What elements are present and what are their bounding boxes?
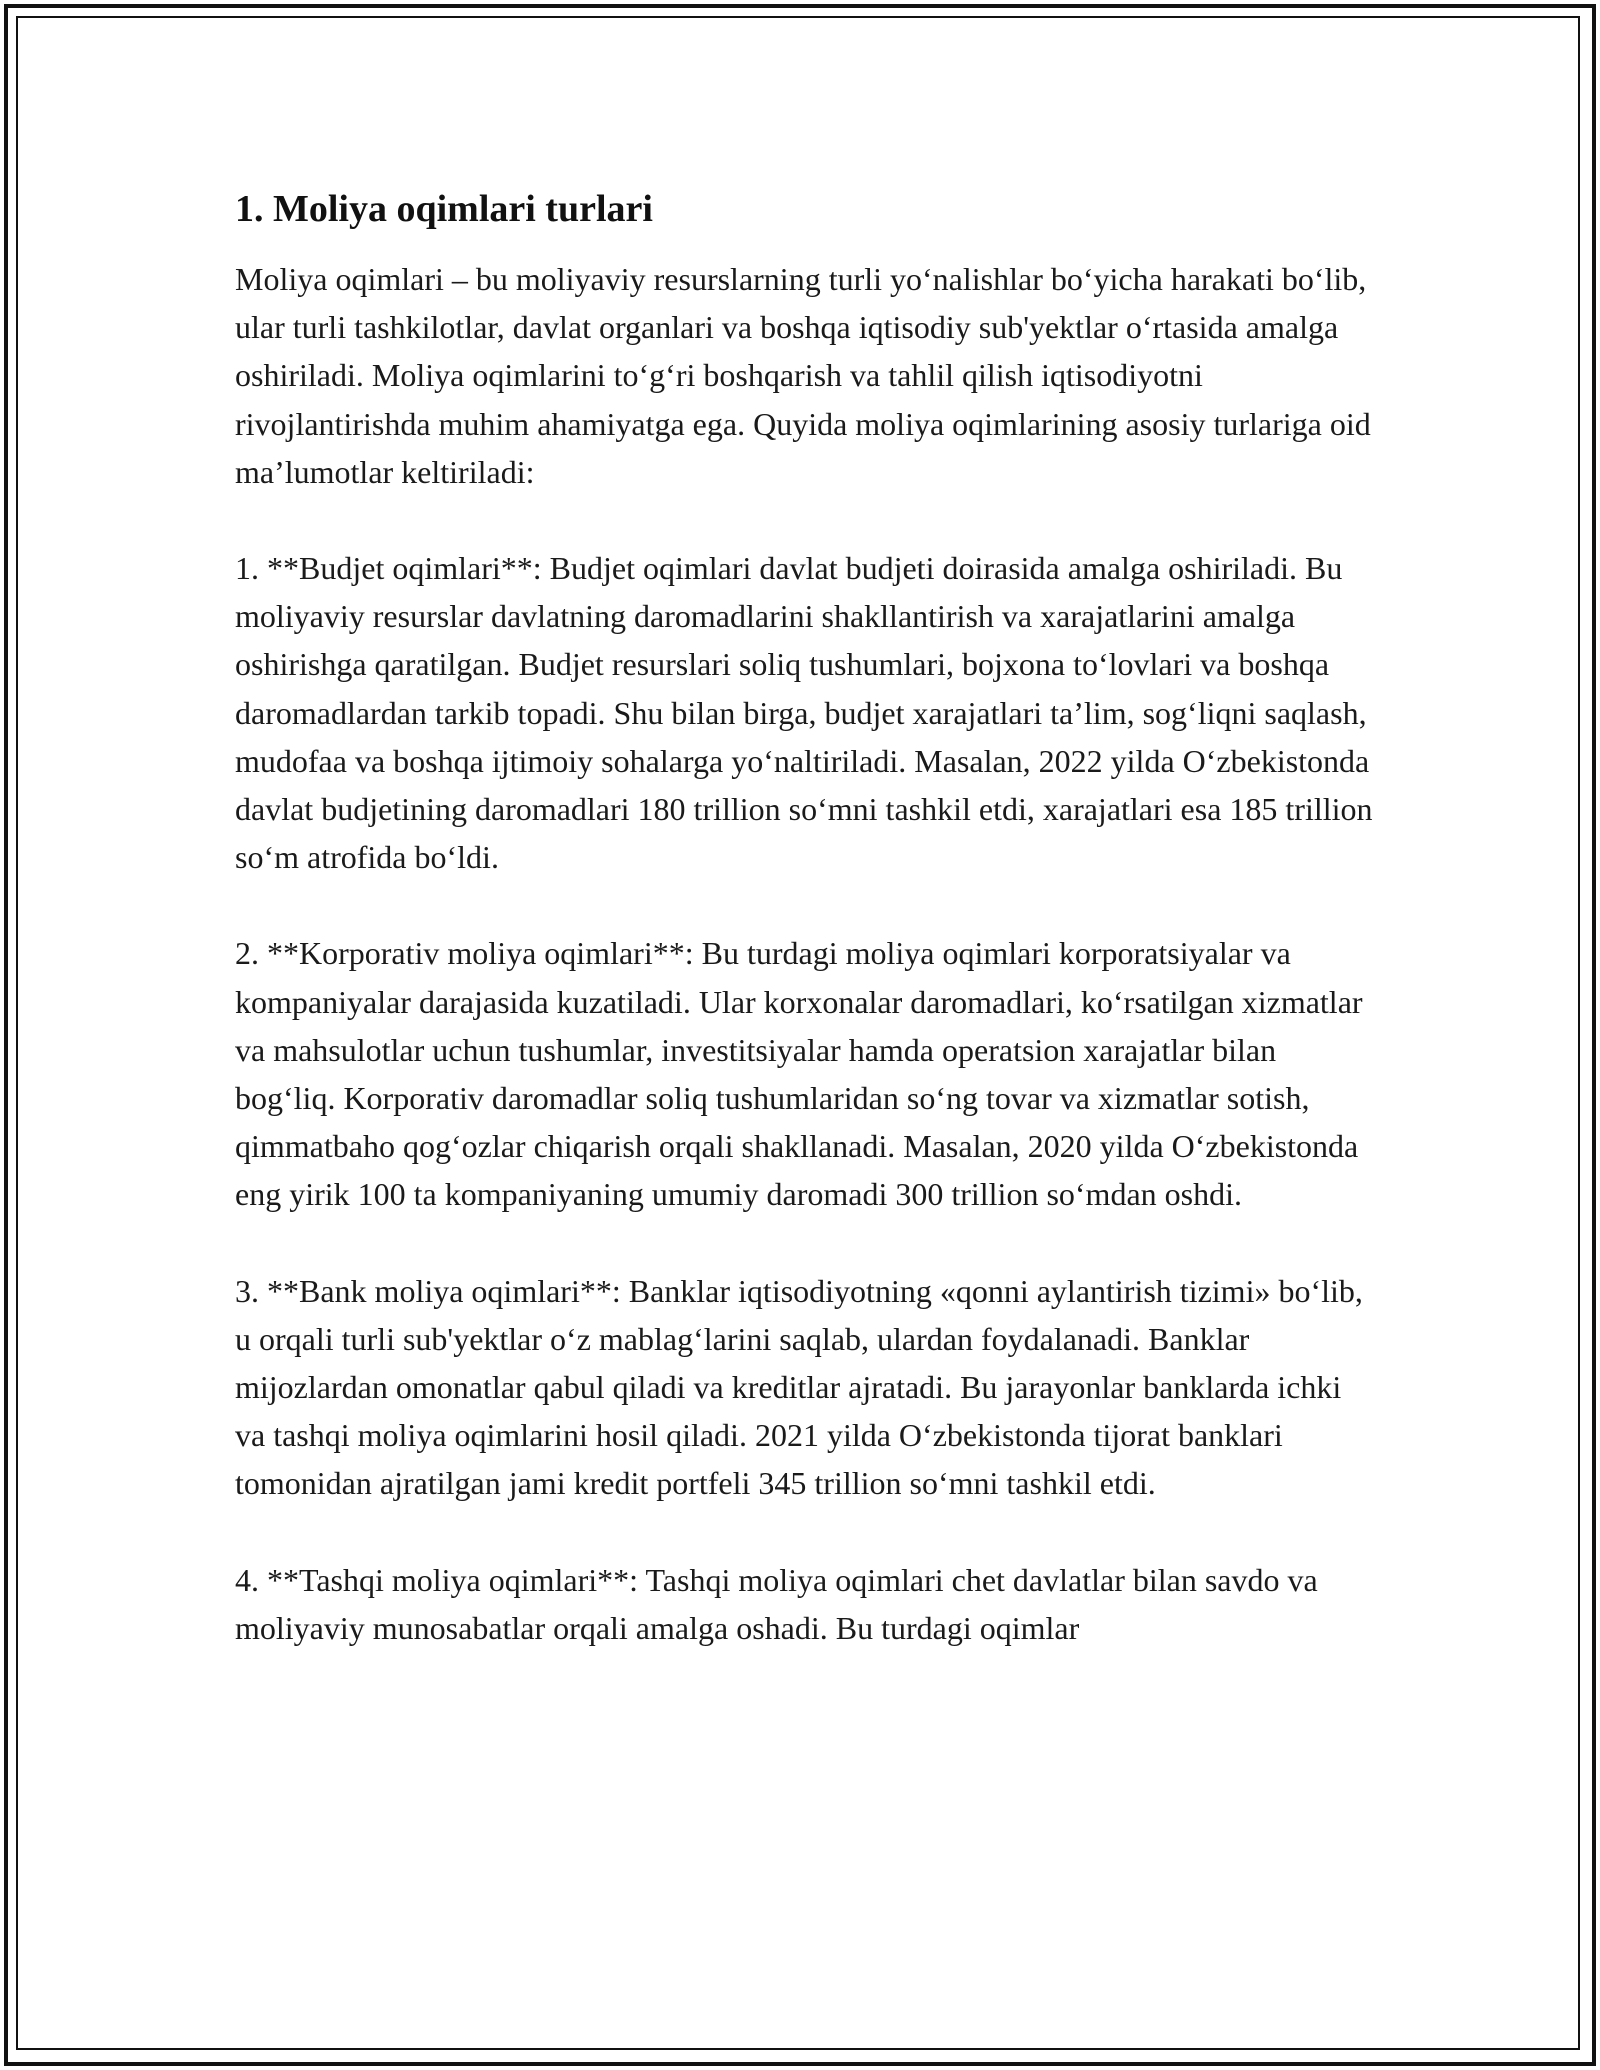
budget-flows-paragraph: 1. **Budjet oqimlari**: Budjet oqimlari davlat budjeti doirasida amalga oshiriladi. Bu moliyaviy resurslar davlatning daromadlarini shakllantirish va xarajatlarini amalga oshirishga qaratilgan. Budjet resurslari soliq tushumlari, bojxona toʻlovlari va boshqa daromadlardan tarkib topadi. Shu bilan birga, budjet xarajatlari taʼlim, sogʻliqni saqlash, mudofaa va boshqa ijtimoiy sohalarga yoʻnaltiriladi. Masalan, 2022 yilda Oʻzbekistonda davlat budjetining daromadlari 180 trillion soʻmni tashkil etdi, xarajatlari esa 185 trillion soʻm atrofida boʻldi. [235,550,1373,876]
corporate-flows-paragraph: 2. **Korporativ moliya oqimlari**: Bu turdagi moliya oqimlari korporatsiyalar va kompaniyalar darajasida kuzatiladi. Ular korxonalar daromadlari, koʻrsatilgan xizmatlar va mahsulotlar uchun tushumlar, investitsiyalar hamda operatsion xarajatlar bilan bogʻliq. Korporativ daromadlar soliq tushumlaridan soʻng tovar va xizmatlar sotish, qimmatbaho qogʻozlar chiqarish orqali shakllanadi. Masalan, 2020 yilda Oʻzbekistonda eng yirik 100 ta kompaniyaning umumiy daromadi 300 trillion soʻmdan oshdi. [235,935,1363,1213]
external-flows-paragraph: 4. **Tashqi moliya oqimlari**: Tashqi moliya oqimlari chet davlatlar bilan savdo va moliyaviy munosabatlar orqali amalga oshadi. Bu turdagi oqimlar [235,1561,1318,1646]
document-body [235,185,1375,1700]
bank-flows-paragraph: 3. **Bank moliya oqimlari**: Banklar iqtisodiyotning «qonni aylantirish tizimi» boʻlib, u orqali turli sub'yektlar oʻz mablagʻlarini saqlab, ulardan foydalanadi. Banklar mijozlardan omonatlar qabul qiladi va kreditlar ajratadi. Bu jarayonlar banklarda ichki va tashqi moliya oqimlarini hosil qiladi. 2021 yilda Oʻzbekistonda tijorat banklari tomonidan ajratilgan jami kredit portfeli 345 trillion soʻmni tashkil etdi. [235,1272,1363,1502]
section-heading: 1. Moliya oqimlari turlari [235,188,653,230]
intro-paragraph: Moliya oqimlari – bu moliyaviy resurslarning turli yoʻnalishlar boʻyicha harakati boʻlib, ular turli tashkilotlar, davlat organlari va boshqa iqtisodiy sub'yektlar oʻrtasida amalga oshiriladi. Moliya oqimlarini toʻgʻri boshqarish va tahlil qilish iqtisodiyotni rivojlantirishda muhim ahamiyatga ega. Quyida moliya oqimlarining asosiy turlariga oid maʼlumotlar keltiriladi: [235,261,1371,490]
